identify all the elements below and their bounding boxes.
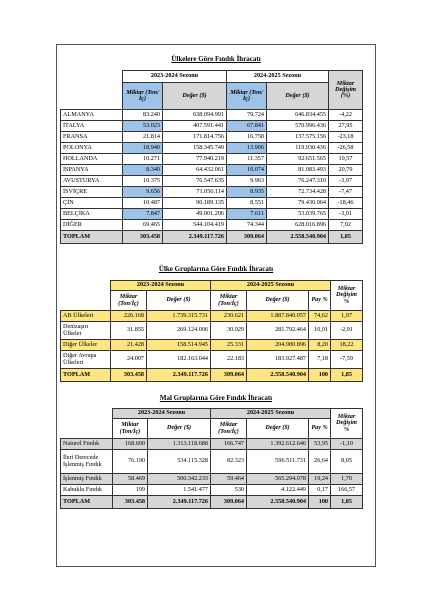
row-label: AB Ülkeleri — [61, 311, 111, 322]
row-label: ALMANYA — [61, 110, 123, 121]
total-label: TOPLAM — [61, 496, 113, 509]
total-val2: 2.558.540.904 — [247, 496, 309, 509]
cell-change: 7,02 — [329, 220, 363, 231]
cell-val2: 565.294.078 — [247, 474, 309, 485]
cell-val2: 1.392.612.646 — [247, 439, 309, 450]
cell-val1: 171.814.756 — [163, 132, 227, 143]
cell-change: 8,05 — [331, 450, 363, 474]
total-qty1: 303.458 — [113, 496, 148, 509]
total-row — [61, 496, 363, 509]
row-label: BELÇİKA — [61, 209, 123, 220]
cell-val1: 76.547.635 — [163, 176, 227, 187]
cell-val1: 158.345.749 — [163, 143, 227, 154]
groups-share-header: Pay % — [309, 291, 331, 311]
cell-qty1: 24.007 — [111, 351, 147, 369]
cell-change: 1,70 — [331, 474, 363, 485]
cell-val2: 119.930.436 — [267, 143, 329, 154]
table-row — [61, 311, 363, 322]
total-val1: 2.349.117.726 — [163, 231, 227, 244]
cell-qty1: 21.428 — [111, 340, 147, 351]
total-change: 1,85 — [331, 369, 363, 382]
cell-qty2: 11.357 — [227, 154, 267, 165]
row-label: Kabuklu Fındık — [61, 485, 113, 496]
products-share-header: Pay % — [309, 419, 331, 439]
cell-val2: 204.980.896 — [247, 340, 309, 351]
cell-qty2: 7.611 — [227, 209, 267, 220]
cell-change: 20,79 — [329, 165, 363, 176]
cell-share: 19,24 — [309, 474, 331, 485]
table-row — [61, 351, 363, 369]
row-label: İTALYA — [61, 121, 123, 132]
row-label: İSVİÇRE — [61, 187, 123, 198]
cell-qty1: 83.240 — [123, 110, 163, 121]
cell-qty2: 82.323 — [211, 450, 247, 474]
total-row — [61, 369, 363, 382]
row-label: İSPANYA — [61, 165, 123, 176]
groups-qty1-header: Miktar (Ton/İç) — [111, 291, 147, 311]
table-row — [61, 154, 363, 165]
total-change: 1,85 — [329, 231, 363, 244]
table-row — [61, 121, 363, 132]
products-change-header: Miktar Değişim % — [331, 409, 363, 439]
cell-qty2: 8.551 — [227, 198, 267, 209]
table-row — [61, 474, 363, 485]
cell-change: 166,57 — [331, 485, 363, 496]
cell-change: 10,57 — [329, 154, 363, 165]
cell-change: -7,47 — [329, 187, 363, 198]
cell-change: 27,95 — [329, 121, 363, 132]
cell-change: 18,22 — [331, 340, 363, 351]
cell-change: -23,18 — [329, 132, 363, 143]
cell-val1: 500.342.233 — [148, 474, 211, 485]
groups-table — [60, 280, 363, 382]
cell-change: -3,01 — [329, 209, 363, 220]
table-row — [61, 110, 363, 121]
countries-qty1-header: Miktar (Ton/İç) — [123, 83, 163, 110]
cell-val2: 570.996.436 — [267, 121, 329, 132]
cell-qty1: 10.375 — [123, 176, 163, 187]
products-title: Mal Gruplarına Göre Fındık İhracatı — [159, 394, 273, 402]
groups-season1-header: 2023-2024 Sezonu — [111, 281, 211, 291]
cell-val2: 281.792.464 — [247, 322, 309, 340]
table-row — [61, 485, 363, 496]
cell-change: -4,22 — [329, 110, 363, 121]
cell-val2: 646.834.455 — [267, 110, 329, 121]
row-label: Diğer Ülkeler — [61, 340, 111, 351]
cell-change: -7,59 — [331, 351, 363, 369]
total-share: 100 — [309, 369, 331, 382]
table-row — [61, 439, 363, 450]
cell-qty2: 22.183 — [211, 351, 247, 369]
products-qty2-header: Miktar (Ton/İç) — [211, 419, 247, 439]
countries-season1-header: 2023-2024 Sezonu — [123, 71, 227, 83]
total-label: TOPLAM — [61, 369, 111, 382]
cell-val1: 407.591.441 — [163, 121, 227, 132]
cell-qty2: 30.929 — [211, 322, 247, 340]
table-row — [61, 220, 363, 231]
row-label: Naturel Fındık — [61, 439, 113, 450]
products-val2-header: Değer ($) — [247, 419, 309, 439]
cell-qty2: 9.963 — [227, 176, 267, 187]
cell-val1: 269.124.006 — [147, 322, 211, 340]
cell-qty1: 8.340 — [123, 165, 163, 176]
total-val1: 2.349.117.726 — [147, 369, 211, 382]
table-row — [61, 340, 363, 351]
cell-share: 53,95 — [309, 439, 331, 450]
total-qty2: 309.064 — [227, 231, 267, 244]
cell-val2: 53.039.765 — [267, 209, 329, 220]
row-label: HOLLANDA — [61, 154, 123, 165]
products-qty1-header: Miktar (Ton/İç) — [113, 419, 148, 439]
countries-title: Ülkelere Göre Fındık İhracatı — [171, 55, 261, 63]
cell-val1: 1.313.118.688 — [148, 439, 211, 450]
cell-qty2: 16.758 — [227, 132, 267, 143]
cell-qty1: 9.656 — [123, 187, 163, 198]
total-val1: 2.349.117.726 — [148, 496, 211, 509]
cell-qty1: 199 — [113, 485, 148, 496]
products-val1-header: Değer ($) — [148, 419, 211, 439]
cell-share: 7,18 — [309, 351, 331, 369]
cell-change: -2,91 — [331, 322, 363, 340]
table-row — [61, 322, 363, 340]
table-row — [61, 450, 363, 474]
cell-val1: 158.514.945 — [147, 340, 211, 351]
countries-val1-header: Değer ($) — [163, 83, 227, 110]
cell-val1: 534.115.328 — [148, 450, 211, 474]
cell-qty1: 58.469 — [113, 474, 148, 485]
products-season2-header: 2024-2025 Sezonu — [211, 409, 331, 419]
groups-title: Ülke Gruplarına Göre Fındık İhracatı — [158, 265, 274, 273]
groups-qty2-header: Miktar (Ton/İç) — [211, 291, 247, 311]
cell-change: -1,10 — [331, 439, 363, 450]
table-row — [61, 143, 363, 154]
cell-val2: 81.083.493 — [267, 165, 329, 176]
cell-qty1: 69.465 — [123, 220, 163, 231]
cell-qty1: 53.023 — [123, 121, 163, 132]
cell-val2: 72.734.428 — [267, 187, 329, 198]
row-label: FRANSA — [61, 132, 123, 143]
cell-val2: 76.247.310 — [267, 176, 329, 187]
cell-qty1: 226.168 — [111, 311, 147, 322]
cell-val2: 1.887.840.057 — [247, 311, 309, 322]
table-row — [61, 187, 363, 198]
countries-change-header: Miktar Değişim (%) — [329, 71, 363, 110]
row-label: Denizaşırı Ülkeler — [61, 322, 111, 340]
products-season1-header: 2023-2024 Sezonu — [113, 409, 211, 419]
cell-change: 1,97 — [331, 311, 363, 322]
table-row — [61, 132, 363, 143]
cell-val2: 183.927.487 — [247, 351, 309, 369]
cell-val2: 92.651.565 — [267, 154, 329, 165]
cell-val2: 79.430.964 — [267, 198, 329, 209]
cell-share: 0,17 — [309, 485, 331, 496]
table-row — [61, 209, 363, 220]
groups-val2-header: Değer ($) — [247, 291, 309, 311]
cell-share: 26,64 — [309, 450, 331, 474]
cell-val1: 182.163.044 — [147, 351, 211, 369]
cell-qty1: 76.190 — [113, 450, 148, 474]
cell-qty1: 21.814 — [123, 132, 163, 143]
cell-change: -3,97 — [329, 176, 363, 187]
cell-qty1: 31.855 — [111, 322, 147, 340]
row-label: ÇİN — [61, 198, 123, 209]
cell-share: 10,01 — [309, 322, 331, 340]
row-label: DİĞER — [61, 220, 123, 231]
table-row — [61, 165, 363, 176]
cell-val2: 628.016.896 — [267, 220, 329, 231]
cell-val2: 4.122.449 — [247, 485, 309, 496]
cell-qty2: 74.344 — [227, 220, 267, 231]
total-val2: 2.558.540.904 — [267, 231, 329, 244]
cell-change: -26,58 — [329, 143, 363, 154]
total-val2: 2.558.540.904 — [247, 369, 309, 382]
cell-val1: 71.056.114 — [163, 187, 227, 198]
cell-qty1: 10.487 — [123, 198, 163, 209]
cell-qty2: 530 — [211, 485, 247, 496]
cell-val1: 90.189.135 — [163, 198, 227, 209]
cell-qty2: 8.935 — [227, 187, 267, 198]
cell-val1: 1.541.477 — [148, 485, 211, 496]
groups-val1-header: Değer ($) — [147, 291, 211, 311]
countries-qty2-header: Miktar (Ton/İç) — [227, 83, 267, 110]
cell-qty2: 67.841 — [227, 121, 267, 132]
cell-qty2: 25.331 — [211, 340, 247, 351]
row-label: İleri Derecede İşlenmiş Fındık — [61, 450, 113, 474]
groups-season2-header: 2024-2025 Sezonu — [211, 281, 331, 291]
cell-val1: 64.432.061 — [163, 165, 227, 176]
countries-season2-header: 2024-2025 Sezonu — [227, 71, 329, 83]
cell-val2: 137.575.156 — [267, 132, 329, 143]
cell-val1: 544.104.419 — [163, 220, 227, 231]
cell-val1: 1.739.315.731 — [147, 311, 211, 322]
cell-qty2: 79.724 — [227, 110, 267, 121]
groups-change-header: Miktar Değişim % — [331, 281, 363, 311]
total-qty2: 309.064 — [211, 496, 247, 509]
cell-qty1: 7.847 — [123, 209, 163, 220]
countries-val2-header: Değer ($) — [267, 83, 329, 110]
total-qty1: 303.458 — [111, 369, 147, 382]
total-row — [61, 231, 363, 244]
cell-qty1: 18.940 — [123, 143, 163, 154]
cell-val1: 638.094.991 — [163, 110, 227, 121]
cell-qty1: 168.600 — [113, 439, 148, 450]
cell-qty2: 10.074 — [227, 165, 267, 176]
cell-val1: 77.940.219 — [163, 154, 227, 165]
row-label: İşlenmiş Fındık — [61, 474, 113, 485]
row-label: POLONYA — [61, 143, 123, 154]
row-label: Diğer Avrupa Ülkeleri — [61, 351, 111, 369]
total-label: TOPLAM — [61, 231, 123, 244]
cell-qty2: 230.621 — [211, 311, 247, 322]
total-qty2: 309.064 — [211, 369, 247, 382]
table-row — [61, 198, 363, 209]
total-share: 100 — [309, 496, 331, 509]
products-table — [60, 408, 363, 509]
cell-val2: 596.511.731 — [247, 450, 309, 474]
cell-change: -18,46 — [329, 198, 363, 209]
cell-qty2: 166.747 — [211, 439, 247, 450]
total-change: 1,85 — [331, 496, 363, 509]
cell-qty2: 13.906 — [227, 143, 267, 154]
total-qty1: 303.458 — [123, 231, 163, 244]
cell-qty1: 10.271 — [123, 154, 163, 165]
row-label: AVUSTURYA — [61, 176, 123, 187]
countries-table — [60, 70, 363, 244]
cell-qty2: 59.464 — [211, 474, 247, 485]
cell-share: 8,20 — [309, 340, 331, 351]
table-row — [61, 176, 363, 187]
cell-val1: 49.001.206 — [163, 209, 227, 220]
cell-share: 74,62 — [309, 311, 331, 322]
